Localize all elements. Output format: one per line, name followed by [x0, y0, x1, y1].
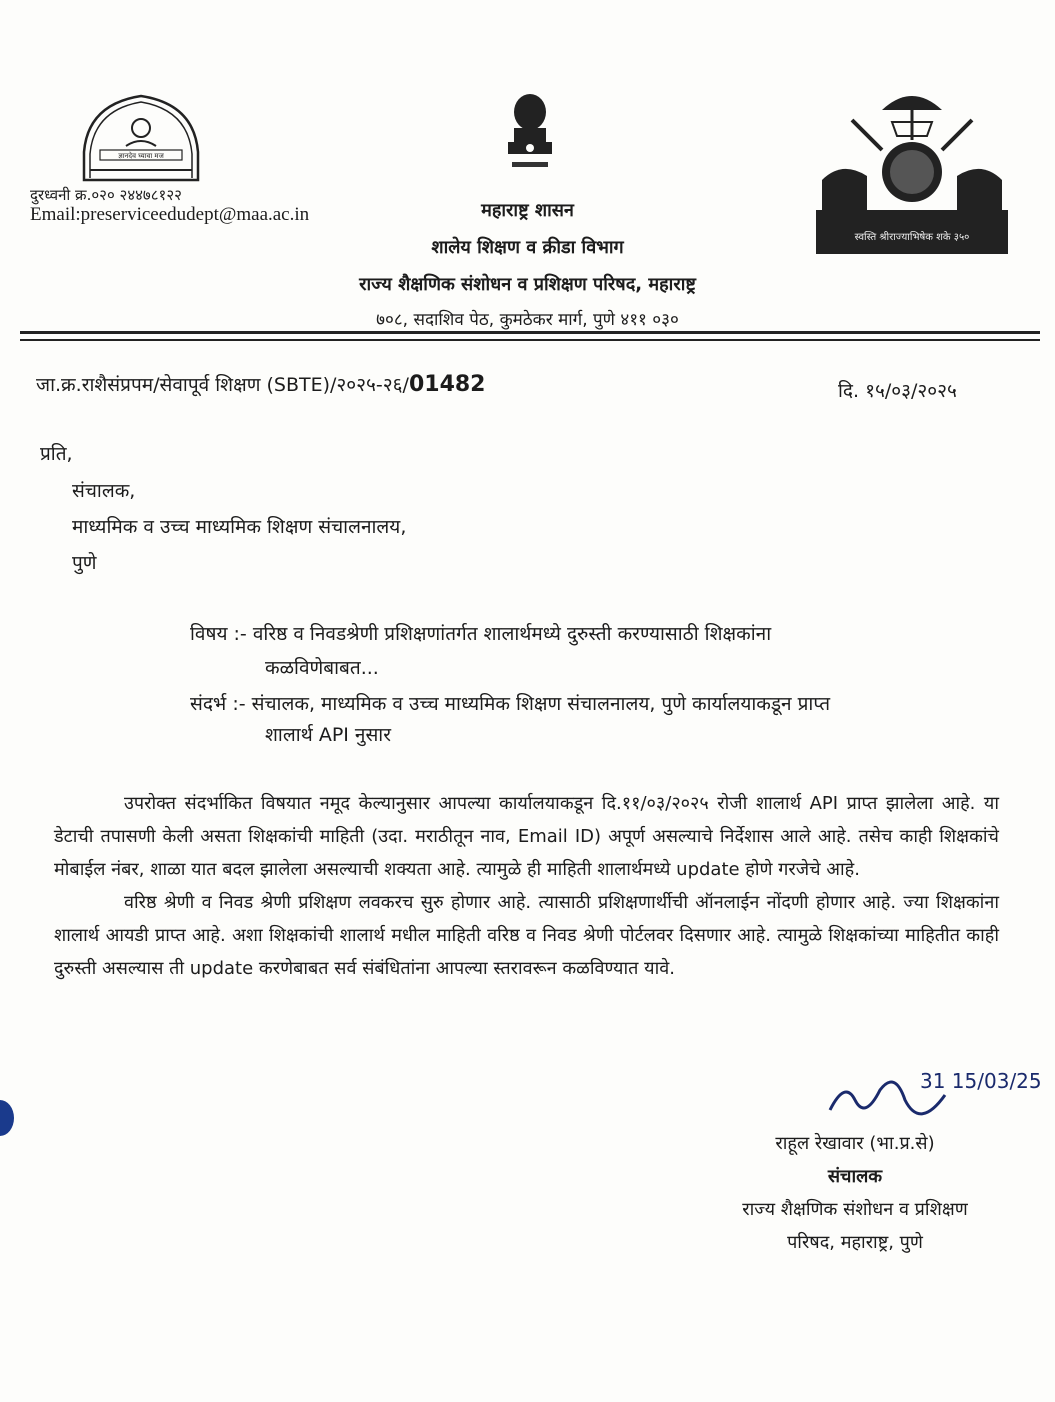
svg-text:स्वस्ति श्रीराज्याभिषेक शके ३५: स्वस्ति श्रीराज्याभिषेक शके ३५० [854, 232, 970, 243]
reference-prefix: जा.क्र.राशैसंप्रपम/सेवापूर्व शिक्षण (SBTE)/२०२५-२६/ [36, 374, 409, 396]
header-govt: महाराष्ट्र शासन [481, 200, 574, 221]
context-text: संचालक, माध्यमिक व उच्च माध्यमिक शिक्षण संचालनालय, पुणे कार्यालयाकडून प्राप्त [251, 693, 831, 715]
signatory-org-line2: परिषद, महाराष्ट्र, पुणे [787, 1232, 923, 1253]
subject-label: विषय :- [190, 623, 247, 645]
phone-number: दुरध्वनी क्र.०२० २४४७८१२२ [30, 186, 182, 204]
header-department: शालेय शिक्षण व क्रीडा विभाग [431, 237, 624, 258]
email-address[interactable]: Email:preserviceedudept@maa.ac.in [30, 204, 310, 225]
national-emblem [500, 90, 560, 182]
reference-number [36, 371, 486, 397]
subject-text: वरिष्ठ व निवडश्रेणी प्रशिक्षणांतर्गत शालार्थमध्ये दुरुस्ती करण्यासाठी शिक्षकांना [252, 623, 772, 645]
letter-date: दि. १५/०३/२०२५ [838, 380, 957, 402]
subject-line [190, 620, 771, 646]
salutation: प्रति, [40, 443, 73, 465]
scert-logo [78, 92, 204, 184]
body-paragraph-1: उपरोक्त संदर्भाकित विषयात नमूद केल्यानुसार आपल्या कार्यालयाकडून दि.११/०३/२०२५ रोजी शालार्थ API प्राप्त झालेला आहे. या डेटाची तपासणी केली असता शिक्षकांची माहिती (उदा. मराठीतून नाव, Email ID) अपूर्ण असल्याचे निर्देशास आले आहे. तसेच काही शिक्षकांचे मोबाईल नंबर, शाळा यात बदल झालेला असल्याची शक्यता आहे. त्यामुळे ही माहिती शालार्थमध्ये update होणे गरजेचे आहे. [54, 793, 999, 880]
royal-crest-logo [812, 80, 1012, 260]
subject-text-cont: कळविणेबाबत... [265, 657, 379, 679]
signature-block [700, 1127, 1010, 1259]
header-divider-thin [20, 339, 1040, 341]
context-label: संदर्भ :- [190, 693, 246, 715]
svg-text:ज्ञानदेव घ्यावा मज: ज्ञानदेव घ्यावा मज [118, 152, 164, 160]
body-paragraph-2: वरिष्ठ श्रेणी व निवड श्रेणी प्रशिक्षण लवकरच सुरु होणार आहे. त्यासाठी प्रशिक्षणार्थीची ऑनलाईन नोंदणी होणार आहे. ज्या शिक्षकांना शालार्थ आयडी प्राप्त आहे. अशा शिक्षकांची शालार्थ मधील माहिती वरिष्ठ व निवड श्रेणी पोर्टलवर दिसणार आहे. त्यामुळे शिक्षकांच्या माहितीत काही दुरुस्ती असल्यास ती update करणेबाबत सर्व संबंधितांना आपल्या स्तरावरून कळविण्यात यावे. [54, 892, 999, 979]
recipient-city: पुणे [72, 552, 97, 574]
svg-text:31 15/03/25: 31 15/03/25 [920, 1069, 1042, 1093]
reference-handwritten-number: 01482 [408, 372, 486, 397]
header-divider [20, 331, 1040, 334]
header-council: राज्य शैक्षणिक संशोधन व प्रशिक्षण परिषद, महाराष्ट्र [359, 274, 696, 295]
recipient-office: माध्यमिक व उच्च माध्यमिक शिक्षण संचालनालय, [72, 516, 407, 538]
blue-dot-marker [0, 1100, 14, 1136]
signatory-designation: संचालक [827, 1166, 883, 1187]
signatory-org-line1: राज्य शैक्षणिक संशोधन व प्रशिक्षण [742, 1199, 968, 1220]
signatory-name: राहूल रेखावार (भा.प्र.से) [775, 1133, 935, 1154]
context-text-cont: शालार्थ API नुसार [265, 724, 392, 746]
context-line [190, 690, 830, 716]
letter-body [54, 787, 999, 985]
header-address: ७०८, सदाशिव पेठ, कुमठेकर मार्ग, पुणे ४११ ०३० [376, 310, 679, 330]
recipient-title: संचालक, [72, 480, 136, 502]
